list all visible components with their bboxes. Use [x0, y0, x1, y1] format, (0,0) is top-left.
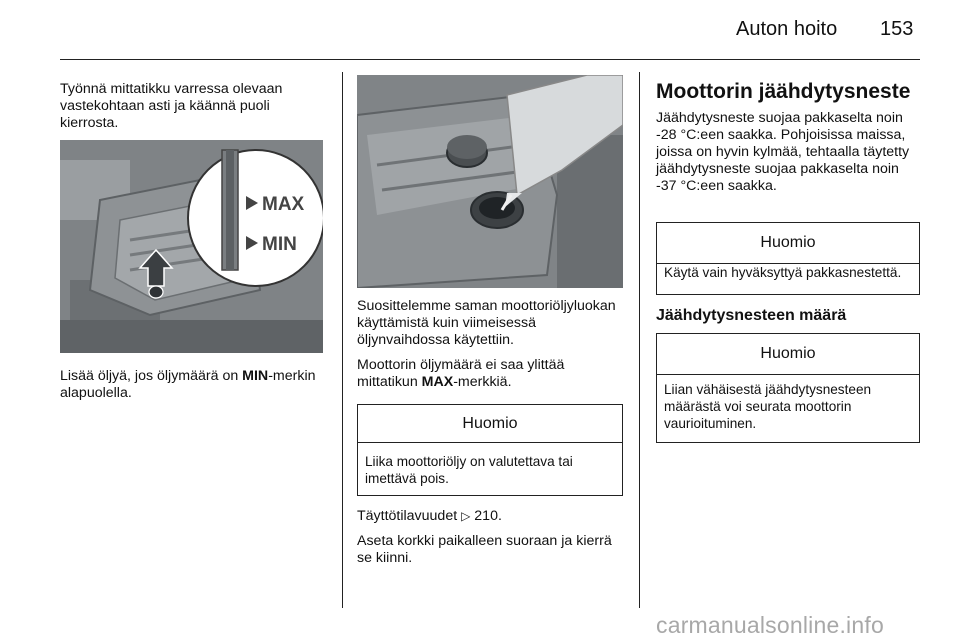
max-mark-label: MAX: [262, 194, 305, 215]
notice-body: Käytä vain hyväksyttyä pakkasnestettä.: [664, 265, 902, 280]
section-heading: Moottorin jäähdytysneste: [656, 80, 911, 103]
notice-body: Liika moottoriöljy on valutettava tai imettävä pois.: [365, 454, 573, 486]
oil-add-paragraph: Lisää öljyä, jos öljymäärä on MIN-merkin alapuolella.: [60, 368, 316, 401]
oil-recommendation: Suosittelemme saman moottoriöljyluokan käyttämistä kuin viimeisessä öljynvaihdossa käytettiin.: [357, 298, 616, 348]
notice-box-antifreeze: [656, 222, 920, 295]
capacity-reference: Täyttötilavuudet ▷ 210.: [357, 508, 502, 524]
column-2-lower: [357, 508, 625, 567]
column-3: [656, 80, 922, 195]
oil-max-paragraph: Moottorin öljymäärä ei saa ylittää mittatikun MAX-merkkiä.: [357, 357, 565, 390]
page-ref-arrow-icon: ▷: [461, 509, 471, 523]
notice-title: Huomio: [358, 405, 622, 443]
notice-title: Huomio: [657, 223, 919, 264]
notice-box-oil: [357, 404, 623, 496]
page-header-title: Auton hoito: [736, 18, 838, 40]
engine-dipstick-drawing: [60, 140, 323, 353]
page-number: 153: [880, 18, 914, 40]
dipstick-illustration: [60, 140, 323, 353]
column-divider-2: [639, 72, 640, 608]
engine-oil-pour-drawing: [357, 75, 623, 288]
notice-box-coolant-level: [656, 333, 920, 443]
max-bold-label: MAX: [421, 374, 454, 390]
column-1: [60, 81, 328, 132]
header-divider: [60, 59, 920, 60]
subsection-heading: Jäähdytysnesteen määrä: [656, 307, 847, 324]
column-divider-1: [342, 72, 343, 608]
coolant-description: Jäähdytysneste suojaa pakkaselta noin -28 °C:een saakka. Pohjoisissa maissa, joissa on hyvin kylmää, tehtaalla täytetty jäähdytysneste suojaa pakkaselta noin -37 °C:een saakka.: [656, 110, 910, 194]
capacity-page-link[interactable]: 210.: [474, 508, 502, 524]
column-2: [357, 298, 625, 391]
min-bold-label: MIN: [242, 368, 269, 384]
notice-body: Liian vähäisestä jäähdytysnesteen määrästä voi seurata moottorin vaurioituminen.: [664, 382, 872, 431]
watermark: carmanualsonline.info: [656, 612, 884, 638]
notice-title: Huomio: [657, 334, 919, 375]
min-mark-label: MIN: [262, 234, 297, 255]
oil-filling-illustration: [357, 75, 623, 288]
cap-instruction: Aseta korkki paikalleen suoraan ja kierrä se kiinni.: [357, 533, 612, 566]
coolant-level-heading-wrap: [656, 306, 922, 325]
dipstick-instruction: Työnnä mittatikku varressa olevaan vastekohtaan asti ja käännä puoli kierrosta.: [60, 81, 283, 131]
